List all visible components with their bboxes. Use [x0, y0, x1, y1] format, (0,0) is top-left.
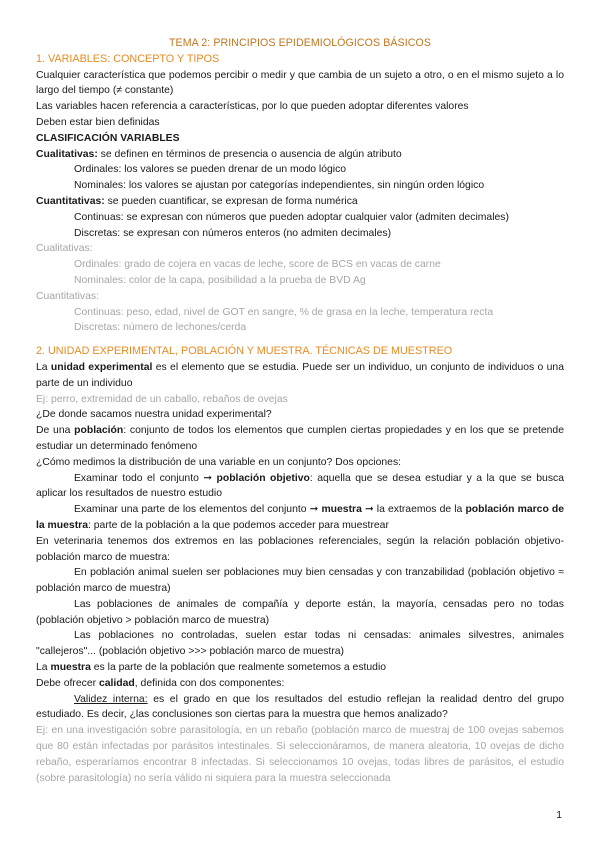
paragraph: Cualquier característica que podemos percibir o medir y que cambia de un sujeto a otro, o en el mismo sujeto a lo largo del tiempo (≠ constante) [36, 69, 564, 97]
text: es el grado en que los resultados del estudio reflejan la realidad dentro del grupo estudiado. Es decir, ¿las conclusiones son ciertas para la muestra que hemos analizado? [36, 693, 565, 721]
paragraph: Las poblaciones no controladas, suelen estar todas ni censadas: animales silvestres, animales "callejeros"... (población objetivo >>> población marco de muestra) [36, 630, 564, 658]
example-item: Nominales: color de la capa, posibilidad a la prueba de BVD Ag [74, 274, 366, 286]
paragraph-calidad [36, 676, 564, 692]
term-unidad-experimental: unidad experimental [50, 361, 153, 373]
example-label: Cuantitativas: [36, 290, 99, 302]
text: es la parte de la población que realmente sometemos a estudio [90, 662, 387, 674]
section-gap [36, 336, 564, 344]
text: La [36, 361, 51, 373]
paragraph: En veterinaria tenemos dos extremos en las poblaciones referenciales, según la relación población objetivo-población marco de muestra: [36, 535, 564, 563]
paragraph: Las variables hacen referencia a características, por lo que pueden adoptar diferentes valores [36, 101, 469, 113]
paragraph-muestra [36, 660, 564, 676]
example-item: Continuas: peso, edad, nivel de GOT en sangre, % de grasa en la leche, temperatura recta [74, 306, 494, 318]
paragraph-unidad [36, 360, 564, 392]
text: la extraemos de la [373, 504, 466, 516]
section-heading-variables: 1. VARIABLES: CONCEPTO Y TIPOS [36, 52, 220, 65]
page-number: 1 [556, 810, 562, 821]
paragraph-validez-interna [36, 692, 564, 724]
example-item: Discretas: número de lechones/cerda [74, 322, 247, 334]
term-validez-interna: Validez interna: [74, 693, 148, 705]
text: , definida con dos componentes: [134, 677, 285, 689]
question: ¿De donde sacamos nuestra unidad experimental? [36, 409, 272, 421]
subheading-clasificacion: CLASIFICACIÓN VARIABLES [36, 132, 180, 144]
section-heading-unidad: 2. UNIDAD EXPERIMENTAL, POBLACIÓN Y MUESTRA. TÉCNICAS DE MUESTREO [36, 345, 453, 358]
page-title: TEMA 2: PRINCIPIOS EPIDEMIOLÓGICOS BÁSICOS [168, 37, 432, 49]
term-cualitativas: Cualitativas: [36, 148, 98, 160]
definition: se pueden cuantificar, se expresan de forma numérica [104, 195, 358, 207]
paragraph: Deben estar bien definidas [36, 116, 160, 128]
paragraph-poblacion [36, 423, 564, 455]
text: Debe ofrecer [36, 677, 99, 689]
term-calidad: calidad [98, 677, 135, 689]
arrow-icon: ➞ [203, 472, 213, 484]
list-item: Continuas: se expresan con números que pueden adoptar cualquier valor (admiten decimales) [74, 211, 509, 223]
example: Ej: perro, extremidad de un caballo, rebaños de ovejas [36, 393, 288, 405]
example-label: Cualitativas: [36, 243, 93, 255]
text: : aquella que se desea estudiar y a la que se busca aplicar los resultados de nuestro estudio [36, 472, 565, 500]
text: La [36, 662, 51, 674]
option-2 [36, 502, 564, 534]
term-poblacion-marco: población marco de la muestra [36, 504, 565, 531]
option-1 [36, 471, 564, 503]
arrow-icon: ➞ [364, 504, 374, 516]
text: De una [36, 425, 75, 437]
term-poblacion: población [74, 425, 124, 437]
term-muestra: muestra [321, 504, 362, 516]
list-item: Ordinales: los valores se pueden drenar de un modo lógico [74, 164, 347, 176]
text: : conjunto de todos los elementos que cumplen ciertas propiedades y en los que se pretende estudiar un determinado fenómeno [36, 425, 564, 452]
example: Ej: en una investigación sobre parasitología, en un rebaño (población marco de muestraj de 100 ovejas sabemos que 80 están infectadas por parásitos intestinales. Si seleccionáramos, de manera aleatoria, 10 ovejas de dicho rebaño, esperaríamos encontrar 8 infectadas. Si seleccionamos 10 ovejas, todas libres de parásitos, el estudio (sobre parasitología) no sería válido ni siquiera para la muestra seleccionada [36, 725, 564, 784]
paragraph-cualitativas [36, 147, 564, 163]
list-item: Discretas: se expresan con números enteros (no admiten decimales) [74, 227, 392, 239]
definition: se definen en términos de presencia o ausencia de algún atributo [97, 148, 402, 160]
question: ¿Cómo medimos la distribución de una variable en un conjunto? Dos opciones: [36, 456, 402, 468]
list-item: Nominales: los valores se ajustan por categorías independientes, sin ningún orden lógico [74, 180, 485, 192]
arrow-icon: ➞ [309, 504, 319, 516]
text: : parte de la población a la que podemos acceder para muestrear [87, 519, 389, 531]
page-content [36, 36, 564, 786]
term-muestra: muestra [50, 662, 91, 674]
paragraph: Las poblaciones de animales de compañía y deporte están, la mayoría, censadas pero no todas (población objetivo > población marco de muestra) [36, 598, 564, 626]
paragraph: En población animal suelen ser poblaciones muy bien censadas y con tranzabilidad (población objetivo ≈ población marco de muestra) [36, 567, 564, 595]
example-item: Ordinales: grado de cojera en vacas de leche, score de BCS en vacas de carne [74, 259, 441, 271]
text: es el elemento que se estudia. Puede ser un individuo, un conjunto de individuos o una parte de un individuo [36, 361, 564, 389]
text: Examinar todo el conjunto [74, 472, 204, 484]
text: Examinar una parte de los elementos del conjunto [74, 504, 310, 516]
paragraph-cuantitativas [36, 194, 564, 210]
term-cuantitativas: Cuantitativas: [36, 195, 105, 207]
term-poblacion-objetivo: población objetivo [216, 472, 310, 484]
